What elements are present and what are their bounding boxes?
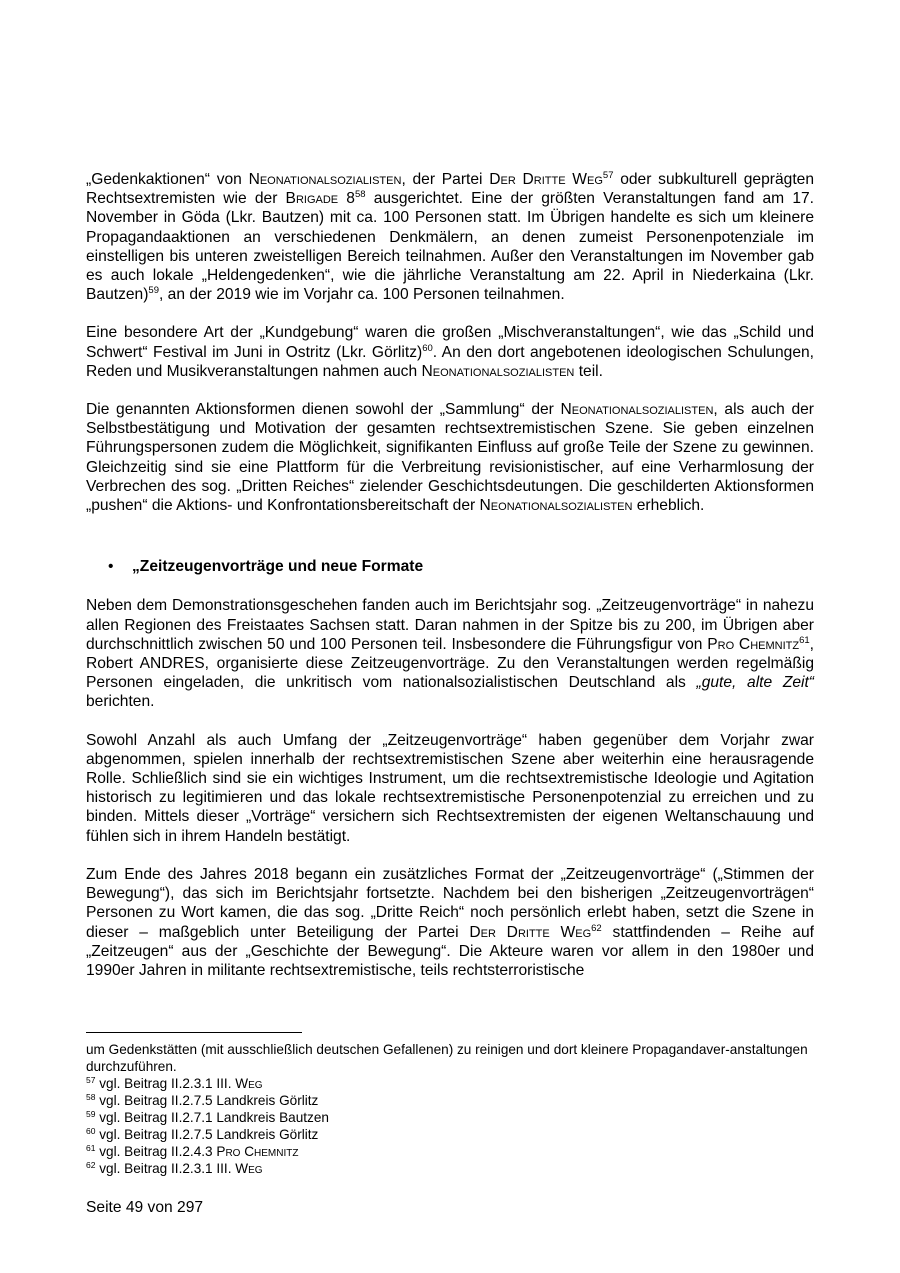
paragraph-zeitzeugenvortraege: [86, 596, 814, 711]
footnote-ref: 60: [422, 342, 433, 354]
footnote-org: Weg: [235, 1161, 263, 1176]
footnote-text: vgl. Beitrag II.2.3.1 III.: [95, 1161, 236, 1176]
footnote: [86, 1126, 814, 1143]
text-run: Neben dem Demonstrationsgeschehen fanden auch im Berichtsjahr sog. „Zeitzeugenvorträge“ in nahezu allen Regionen des Freistaates Sachsen statt. Daran nahmen in der Spitze bis zu 200, im Übrigen aber durchschnittlich zwischen 50 und 100 Personen teil. Insbesondere die Führungsfigur von: [86, 597, 814, 653]
paragraph-aktionsformen: [86, 400, 814, 515]
footnote-text: vgl. Beitrag II.2.4.3: [95, 1144, 217, 1159]
footnote: [86, 1075, 814, 1092]
text-run: , als auch der Selbstbestätigung und Motivation der gesamten rechtsextremistischen Szene. Sie geben einzelnen Führungspersonen zudem die Möglichkeit, signifikanten Einfluss auf große Teile der Szene zu gewinnen. Gleichzeitig sind sie eine Plattform für die Verbreitung revisionistischer, auf eine Verharmlosung der Verbrechen des sog. „Dritten Reiches“ zielender Geschichtsdeutungen. Die geschilderten Aktionsformen „pushen“ die Aktions- und Konfrontationsbereitschaft der: [86, 401, 814, 515]
footnote-number: 59: [86, 1109, 96, 1119]
footnote: [86, 1092, 814, 1109]
org-name: Neonationalsozialisten: [479, 497, 633, 515]
text-run: ausgerichtet. Eine der größten Veranstaltungen fand am 17. November in Göda (Lkr. Bautzen) mit ca. 100 Personen statt. Im Übrigen handelte es sich um kleinere Propagandaaktionen an verschiedenen Denkmälern, an denen zumeist Personenpotenziale im einstelligen bis unteren zweistelligen Bereich teilnahmen. Außer den Veranstaltungen im November gab es auch lokale „Heldengedenken“, wie die jährliche Veranstaltung am 22. April in Niederkaina (Lkr. Bautzen): [86, 190, 814, 304]
footnote: [86, 1109, 814, 1126]
document-body: [86, 170, 814, 999]
text-run: erheblich.: [632, 497, 705, 515]
footnote-ref: 57: [602, 170, 614, 181]
footnote: [86, 1160, 814, 1177]
footnote-ref: 61: [799, 634, 810, 646]
footnote-org: Weg: [235, 1076, 263, 1091]
footnote-text: vgl. Beitrag II.2.7.5 Landkreis Görlitz: [95, 1093, 319, 1108]
footnote-text: vgl. Beitrag II.2.3.1 III.: [95, 1076, 236, 1091]
org-name: Pro Chemnitz: [707, 635, 800, 653]
org-name: Brigade: [285, 190, 339, 208]
footnote-ref: 59: [148, 285, 159, 297]
text-run: Eine besondere Art der „Kundgebung“ waren die großen „Mischveranstaltungen“, wie das „Schild und Schwert“ Festival im Juni in Ostritz (Lkr. Görlitz): [86, 324, 814, 361]
text-run: berichten.: [86, 693, 155, 711]
footnote-number: 62: [86, 1160, 96, 1170]
footnotes: [86, 1041, 814, 1177]
footnote-ref: 58: [354, 189, 366, 201]
text-run: Sowohl Anzahl als auch Umfang der „Zeitzeugenvorträge“ haben gegenüber dem Vorjahr zwar abgenommen, spielen innerhalb der rechtsextremistischen Szene aber weiterhin eine herausragende Rolle. Schließlich sind sie ein wichtiges Instrument, um die rechtsextremistische Ideologie und Agitation historisch zu legitimieren und das lokale rechtsextremistische Personenpotenzial zu erreichen und zu binden. Mittels dieser „Vorträge“ versichern sich Rechtsextremisten der eigenen Weltanschauung und fühlen sich in ihrem Handeln bestätigt.: [86, 731, 814, 845]
text-run: , der Partei: [401, 171, 490, 188]
footnote-separator: [86, 1032, 302, 1033]
page-number: Seite 49 von 297: [86, 1199, 204, 1216]
org-name: Der Dritte Weg: [469, 923, 592, 941]
footnote-number: 58: [86, 1092, 96, 1102]
bullet-icon: •: [108, 558, 114, 576]
paragraph-stimmen-der-bewegung: [86, 865, 814, 980]
org-name: Neonationalsozialisten: [248, 171, 402, 188]
org-name: Neonationalsozialisten: [560, 401, 714, 419]
text-run: , Robert ANDRES, organisierte diese Zeitzeugenvorträge. Zu den Veranstaltungen werden regelmäßig Personen eingeladen, die unkritisch vom nationalsozialistischen Deutschland als: [86, 635, 814, 692]
paragraph-mischveranstaltungen: [86, 323, 814, 381]
text-run: , an der 2019 wie im Vorjahr ca. 100 Personen teilnahmen.: [159, 286, 565, 304]
org-name: Neonationalsozialisten: [421, 362, 575, 380]
footnote-text: vgl. Beitrag II.2.7.5 Landkreis Görlitz: [95, 1127, 319, 1142]
footnote-ref: 62: [591, 922, 602, 934]
footnote-number: 61: [86, 1143, 96, 1153]
text-run: stattfindenden – Reihe auf „Zeitzeugen“ aus der „Geschichte der Bewegung“. Die Akteure waren vor allem in den 1980er und 1990er Jahren in militante rechtsextremistische, teils rechtsterroristische: [86, 923, 814, 979]
text-run: „Gedenkaktionen“ von: [86, 171, 249, 188]
heading-text: „Zeitzeugenvorträge und neue Formate: [132, 558, 424, 576]
paragraph-anzahl-umfang: [86, 731, 814, 846]
text-run: . An den dort angebotenen ideologischen Schulungen, Reden und Musikveranstaltungen nahmen auch: [86, 343, 814, 380]
text-run: Die genannten Aktionsformen dienen sowohl der „Sammlung“ der: [86, 401, 561, 419]
footnote-number: 60: [86, 1126, 96, 1136]
footnote-number: 57: [86, 1075, 96, 1085]
footnote-text: vgl. Beitrag II.2.7.1 Landkreis Bautzen: [95, 1110, 329, 1125]
footnote-continuation: um Gedenkstätten (mit ausschließlich deutschen Gefallenen) zu reinigen und dort kleinere Propagandaver-anstaltungen durchzuführen.: [86, 1042, 808, 1074]
footnote: [86, 1143, 814, 1160]
text-run: teil.: [574, 362, 603, 380]
text-run: Zum Ende des Jahres 2018 begann ein zusätzliches Format der „Zeitzeugenvorträge“ („Stimmen der Bewegung“), das sich im Berichtsjahr fortsetzte. Nachdem bei den bisherigen „Zeitzeugenvorträgen“ Personen zu Wort kamen, die das sog. „Dritte Reich“ noch persönlich erlebt haben, setzt die Szene in dieser – maßgeblich unter Beteiligung der Partei: [86, 865, 814, 941]
org-name: Der Dritte Weg: [489, 171, 603, 188]
text-run: 8: [338, 190, 355, 208]
section-heading: [86, 557, 814, 576]
paragraph-gedenkaktionen: [86, 170, 814, 304]
text-run: oder subkulturell geprägten Rechtsextremisten wie der: [86, 171, 814, 208]
footnote-org: Pro Chemnitz: [216, 1144, 299, 1159]
italic-quote: „gute, alte Zeit“: [696, 674, 815, 692]
